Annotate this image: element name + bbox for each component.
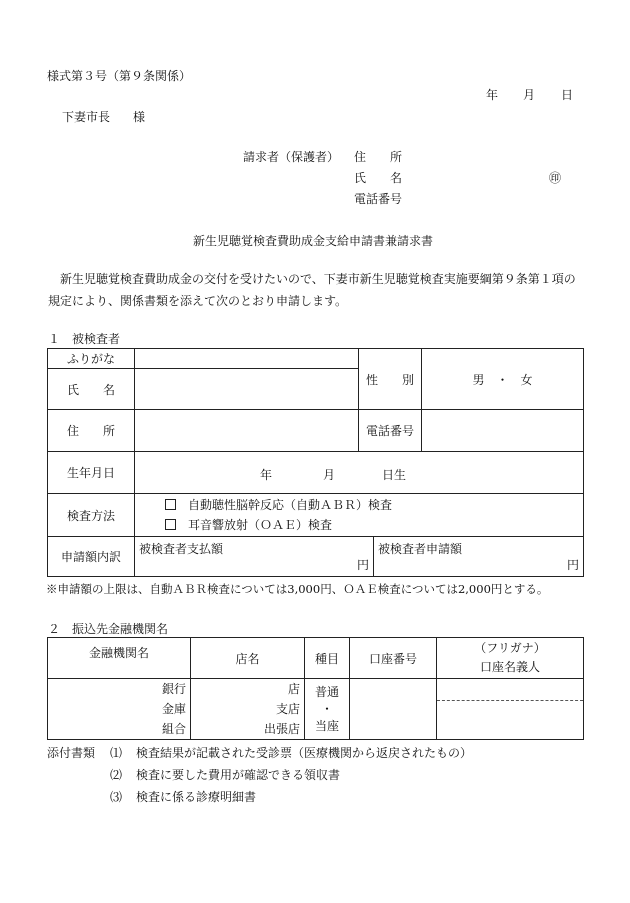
checkbox-icon[interactable] [165,519,176,530]
form-number: 様式第３号（第９条関係） [47,69,192,83]
requester-name-label: 氏 名 [354,171,403,185]
request-amount-label: 被検査者申請額 [378,542,463,556]
method-row [48,494,584,537]
col-holder-kana: （フリガナ） [474,641,546,655]
furigana-row [48,349,584,369]
paid-amount-field[interactable] [135,537,374,577]
attachment-num-2: ⑵ [110,768,123,782]
method-label: 検査方法 [48,494,135,537]
seal-mark: ㊞ [549,171,562,185]
address-row [48,410,584,452]
furigana-label: ふりがな [48,349,135,369]
requester-address-label: 住 所 [354,150,403,164]
method-option-oae[interactable]: 耳音響放射（ＯＡＥ）検査 [165,515,583,535]
birth-day: 日生 [382,468,407,482]
document-title: 新生児聴覚検査費助成金支給申請書兼請求書 [193,234,434,248]
paid-amount-label: 被検査者支払額 [139,542,224,556]
method-options [135,494,584,537]
col-branch: 店名 [191,638,305,679]
requester-label: 請求者（保護者） [243,150,340,164]
recipient-honorific: 様 [133,110,146,124]
attachment-num-3: ⑶ [110,790,123,804]
col-account: 口座番号 [350,638,437,679]
bank-name-field[interactable]: 銀行 金庫 組合 [48,679,191,740]
paid-yen-unit: 円 [356,558,369,572]
birth-year: 年 [260,468,273,482]
examinee-name-label: 氏 名 [48,369,135,410]
intro-line-1: 新生児聴覚検査費助成金の交付を受けたいので、下妻市新生児聴覚検査実施要綱第９条第１項の [60,272,576,286]
birth-month: 月 [323,468,336,482]
method-option-abr[interactable]: 自動聴性脳幹反応（自動ＡＢＲ）検査 [165,495,583,515]
holder-kana-field[interactable] [437,679,583,701]
birth-field[interactable] [135,452,584,494]
branch-name-field[interactable]: 店 支店 出張店 [191,679,305,740]
col-type: 種目 [305,638,350,679]
attachment-num-1: ⑴ [110,746,123,760]
account-holder-field[interactable] [437,679,584,740]
amount-row [48,537,584,577]
col-bank: 金融機関名 [48,638,191,679]
section1-heading: １ 被検査者 [48,332,121,346]
amount-limit-note: ※申請額の上限は、自動ＡＢＲ検査については3,000円、ＯＡＥ検査については2,000円とする。 [46,582,549,596]
request-amount-field[interactable] [374,537,584,577]
birth-label: 生年月日 [48,452,135,494]
bank-header-row [48,638,584,679]
attachment-item-2: 検査に要した費用が確認できる領収書 [136,768,341,782]
holder-name-field[interactable] [437,701,583,739]
amount-label: 申請額内訳 [48,537,135,577]
col-holder-name: 口座名義人 [479,660,540,674]
checkbox-icon[interactable] [165,499,176,510]
bank-table [47,637,584,740]
attachment-item-1: 検査結果が記載された受診票（医療機関から返戻されたもの） [136,746,473,760]
account-type-field[interactable]: 普通 ・ 当座 [305,679,350,740]
date-month-label: 月 [523,88,536,102]
examinee-phone-label: 電話番号 [359,410,422,452]
request-yen-unit: 円 [567,558,580,572]
examinee-table [47,348,584,577]
col-holder [437,638,584,679]
examinee-address-field[interactable] [135,410,359,452]
date-year-label: 年 [486,88,499,102]
sex-label: 性 別 [359,349,422,410]
account-number-field[interactable] [350,679,437,740]
examinee-address-label: 住 所 [48,410,135,452]
attachment-item-3: 検査に係る診療明細書 [136,790,257,804]
recipient: 下妻市長 [62,110,111,124]
bank-entry-row [48,679,584,740]
furigana-field[interactable] [135,349,359,369]
examinee-name-field[interactable] [135,369,359,410]
intro-line-2: 規定により、関係書類を添えて次のとおり申請します。 [48,294,348,308]
examinee-phone-field[interactable] [422,410,584,452]
sex-options[interactable]: 男 ・ 女 [422,349,584,410]
attachments-label: 添付書類 [47,746,96,760]
section2-heading: ２ 振込先金融機関名 [48,622,169,636]
requester-phone-label: 電話番号 [354,192,403,206]
birth-row [48,452,584,494]
date-day-label: 日 [561,88,574,102]
